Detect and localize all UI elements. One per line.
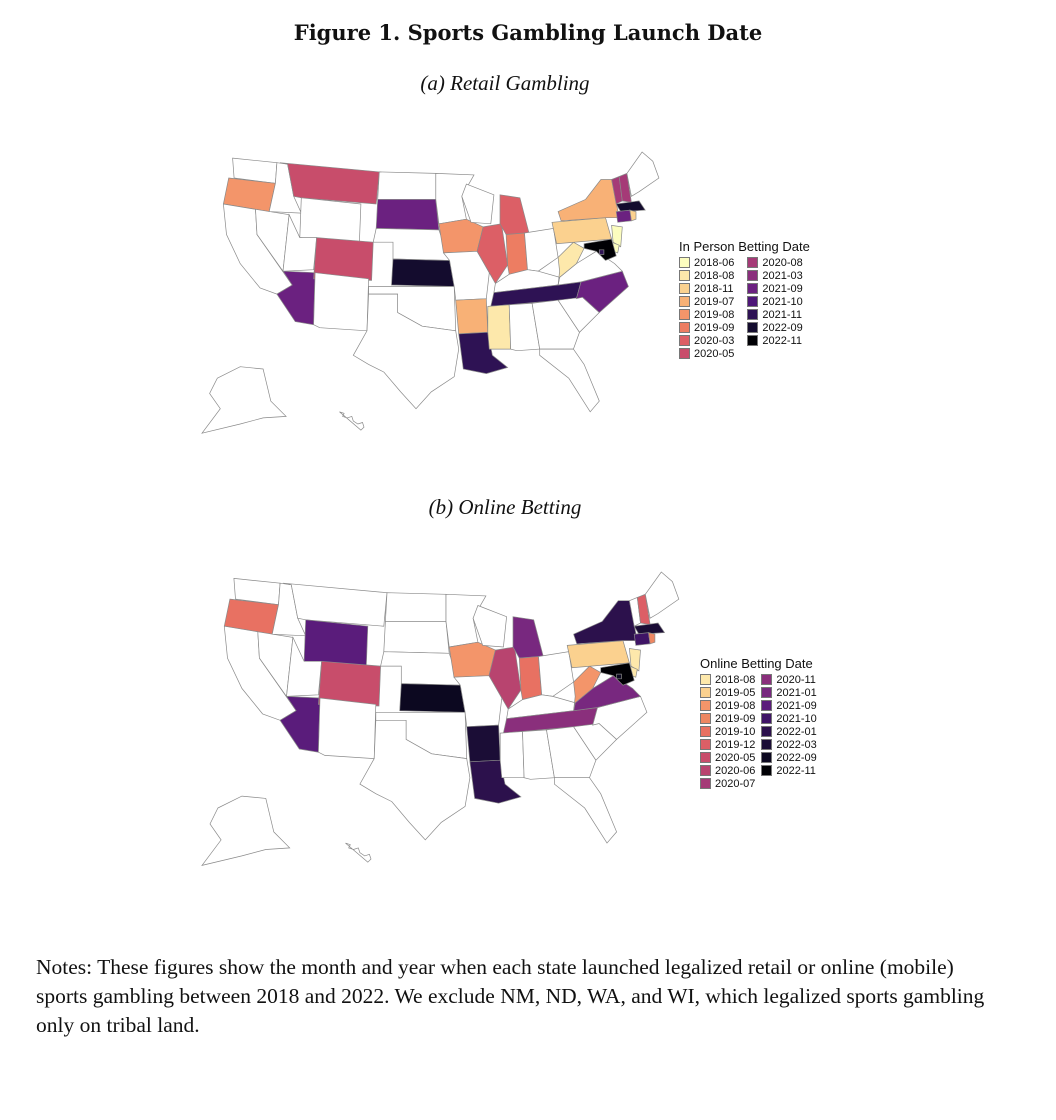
retail-legend-item (747, 256, 809, 269)
online-legend-item (761, 764, 816, 777)
online-legend-swatch (761, 674, 772, 685)
retail-legend-swatch (747, 296, 758, 307)
online-state-wi (473, 606, 507, 648)
online-legend-item (761, 738, 816, 751)
retail-state-ks (392, 259, 455, 287)
retail-legend-swatch (747, 270, 758, 281)
retail-legend-swatch (679, 335, 690, 346)
retail-state-ny (558, 180, 619, 221)
panel-b-legend (700, 656, 817, 790)
online-legend-item (700, 712, 755, 725)
online-legend-swatch (700, 739, 711, 750)
online-legend-swatch (761, 700, 772, 711)
online-legend-swatch (761, 752, 772, 763)
online-legend-label: 2019-09 (715, 712, 756, 725)
retail-legend-label: 2022-09 (762, 321, 803, 334)
retail-legend-label: 2021-03 (762, 269, 803, 282)
retail-legend-swatch (747, 335, 758, 346)
retail-legend-label: 2020-03 (694, 334, 735, 347)
online-state-ny (574, 601, 638, 644)
online-state-oh (539, 652, 574, 697)
retail-legend-swatch (679, 257, 690, 268)
retail-state-ar (456, 299, 488, 334)
retail-legend-item (679, 347, 741, 360)
retail-legend-label: 2019-07 (694, 295, 735, 308)
retail-state-wy (300, 198, 361, 242)
online-legend-label: 2019-05 (715, 686, 756, 699)
online-legend-label: 2019-08 (715, 699, 756, 712)
retail-legend-label: 2021-09 (762, 282, 803, 295)
retail-legend-label: 2018-08 (694, 269, 735, 282)
retail-legend-label: 2018-06 (694, 256, 735, 269)
retail-state-wi (462, 184, 494, 224)
online-legend-label: 2020-06 (715, 764, 756, 777)
panel-a-caption: (a) Retail Gambling (420, 71, 590, 95)
online-state-ct (634, 633, 650, 646)
online-legend-item (700, 777, 755, 790)
retail-legend-item (747, 269, 809, 282)
online-state-wy (304, 620, 368, 666)
online-legend-label: 2020-05 (715, 751, 756, 764)
retail-state-ne (373, 228, 449, 260)
retail-state-ct (616, 210, 631, 222)
retail-legend-item (679, 295, 741, 308)
online-betting-map (200, 570, 680, 890)
online-legend-swatch (761, 713, 772, 724)
retail-legend-swatch (679, 296, 690, 307)
retail-legend-item (747, 308, 809, 321)
online-legend-label: 2018-08 (715, 673, 756, 686)
retail-state-ms (488, 305, 511, 349)
panel-a-legend (679, 239, 810, 360)
retail-legend-item (679, 308, 741, 321)
retail-legend-item (747, 321, 809, 334)
online-legend-item (761, 673, 816, 686)
retail-legend-swatch (679, 270, 690, 281)
panel-b-legend-title: Online Betting Date (700, 656, 813, 671)
retail-state-mi (500, 195, 529, 235)
online-state-ia (449, 642, 495, 677)
retail-legend-item (679, 334, 741, 347)
retail-state-pa (552, 218, 612, 244)
figure-title: Figure 1. Sports Gambling Launch Date (293, 20, 763, 45)
online-legend-swatch (700, 713, 711, 724)
online-legend-swatch (700, 674, 711, 685)
retail-legend-label: 2022-11 (762, 334, 802, 347)
retail-legend-label: 2019-08 (694, 308, 735, 321)
retail-legend-swatch (747, 322, 758, 333)
retail-state-nd (378, 172, 436, 200)
retail-legend-item (747, 295, 809, 308)
online-legend-item (700, 673, 755, 686)
online-legend-item (700, 686, 755, 699)
panel-b-caption: (b) Online Betting (428, 495, 582, 519)
online-legend-item (700, 751, 755, 764)
online-state-in (519, 657, 541, 700)
online-legend-swatch (700, 778, 711, 789)
online-state-me (645, 572, 679, 618)
retail-state-mt (280, 163, 379, 204)
retail-legend-label: 2019-09 (694, 321, 735, 334)
online-state-ar (467, 725, 501, 762)
online-state-pa (567, 641, 629, 668)
online-legend-item (761, 686, 816, 699)
panel-a-legend-title: In Person Betting Date (679, 239, 810, 254)
online-legend-swatch (761, 765, 772, 776)
retail-state-ia (439, 219, 483, 253)
retail-legend-swatch (747, 309, 758, 320)
online-state-dc (617, 674, 622, 679)
retail-state-oh (525, 228, 559, 271)
retail-legend-label: 2021-11 (762, 308, 802, 321)
online-legend-label: 2019-12 (715, 738, 756, 751)
retail-state-dc (599, 250, 604, 255)
online-legend-swatch (700, 700, 711, 711)
online-state-sd (384, 621, 449, 653)
online-legend-label: 2021-01 (776, 686, 817, 699)
online-legend-label: 2022-03 (776, 738, 817, 751)
online-state-ms (500, 732, 524, 778)
retail-legend-item (679, 321, 741, 334)
retail-gambling-map (200, 150, 660, 460)
retail-legend-swatch (747, 283, 758, 294)
retail-state-fl (540, 349, 600, 412)
online-state-mt (283, 583, 387, 626)
online-legend-label: 2022-09 (776, 751, 817, 764)
online-legend-item (700, 738, 755, 751)
retail-legend-item (679, 269, 741, 282)
online-legend-swatch (761, 687, 772, 698)
online-legend-swatch (761, 739, 772, 750)
online-state-ak (202, 796, 290, 865)
online-legend-swatch (700, 726, 711, 737)
online-legend-label: 2019-10 (715, 725, 756, 738)
online-legend-item (700, 764, 755, 777)
retail-legend-swatch (747, 257, 758, 268)
retail-legend-label: 2020-08 (762, 256, 803, 269)
online-legend-swatch (761, 726, 772, 737)
online-legend-item (700, 725, 755, 738)
retail-legend-label: 2018-11 (694, 282, 734, 295)
retail-legend-item (679, 256, 741, 269)
online-legend-label: 2021-10 (776, 712, 817, 725)
online-legend-item (761, 712, 816, 725)
retail-state-hi (340, 412, 365, 430)
online-state-fl (554, 778, 616, 843)
online-legend-label: 2021-09 (776, 699, 817, 712)
online-legend-label: 2022-11 (776, 764, 816, 777)
retail-legend-item (747, 334, 809, 347)
retail-state-nm (314, 273, 369, 331)
online-legend-label: 2020-07 (715, 777, 756, 790)
online-legend-label: 2022-01 (776, 725, 817, 738)
retail-legend-label: 2021-10 (762, 295, 803, 308)
retail-legend-swatch (679, 348, 690, 359)
online-state-nm (318, 698, 375, 759)
online-legend-swatch (700, 687, 711, 698)
online-state-ks (400, 684, 465, 713)
online-state-ne (381, 652, 461, 686)
retail-legend-item (747, 282, 809, 295)
retail-legend-item (679, 282, 741, 295)
figure-notes: Notes: These figures show the month and year when each state launched legalized retail or online (mobile) sports gambling between 2018 and 2022. We exclude NM, ND, WA, and WI, which legalized sports gambling only on tribal land. (36, 955, 985, 1037)
online-legend-item (761, 751, 816, 764)
online-legend-item (761, 699, 816, 712)
retail-state-ak (202, 367, 286, 434)
retail-legend-swatch (679, 283, 690, 294)
retail-state-in (506, 233, 527, 274)
retail-legend-swatch (679, 322, 690, 333)
retail-state-me (627, 152, 659, 196)
retail-legend-label: 2020-05 (694, 347, 735, 360)
online-state-mi (513, 617, 543, 658)
retail-legend-swatch (679, 309, 690, 320)
online-legend-item (700, 699, 755, 712)
online-legend-label: 2020-11 (776, 673, 816, 686)
online-legend-swatch (700, 752, 711, 763)
online-legend-swatch (700, 765, 711, 776)
online-state-nd (385, 593, 446, 622)
retail-state-sd (376, 199, 439, 230)
online-state-hi (346, 843, 372, 862)
online-legend-item (761, 725, 816, 738)
